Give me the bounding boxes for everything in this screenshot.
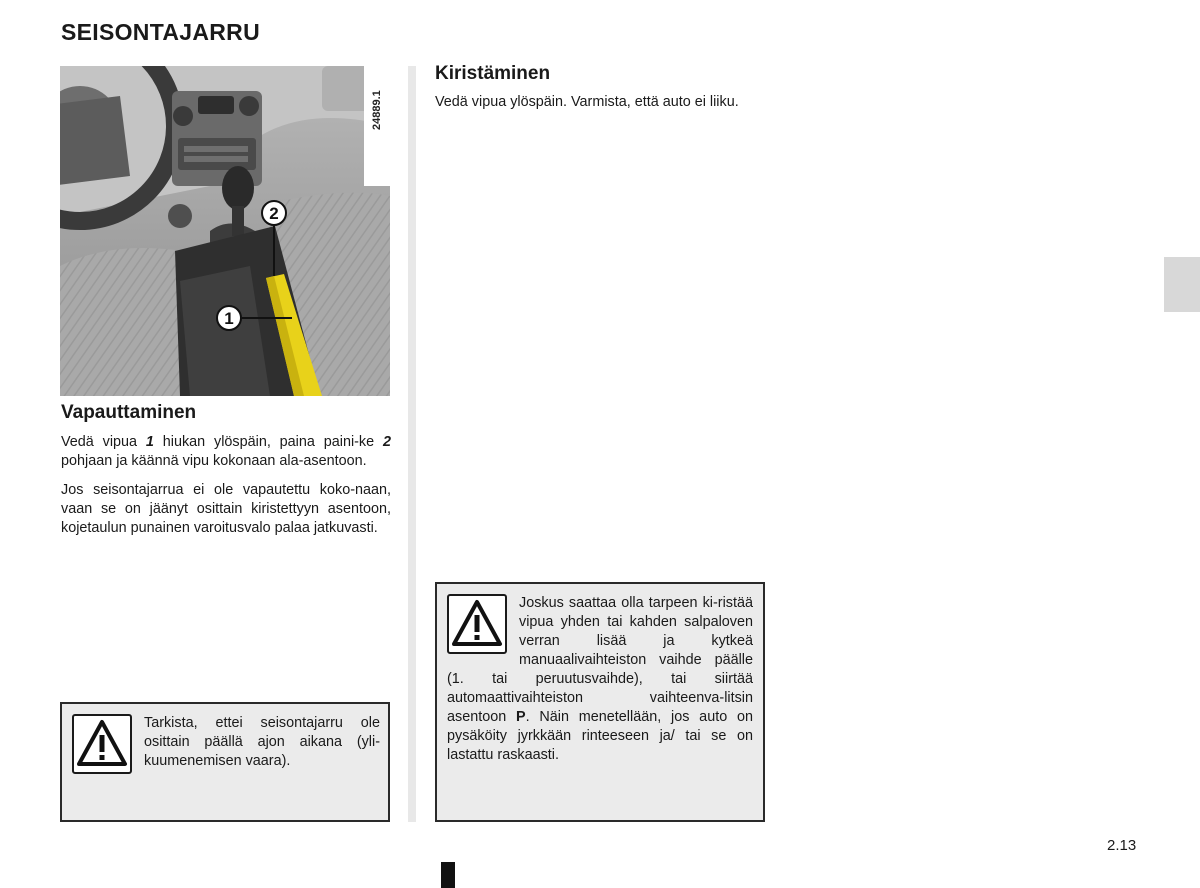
column-divider	[408, 66, 416, 822]
gear-position-p: P	[516, 709, 526, 725]
button-number: 2	[382, 434, 391, 450]
warning-text-overheating: Tarkista, ettei seisontajarru ole osittain päällä ajon aikana (yli-kuumenemisen vaara).	[144, 715, 380, 769]
page-title: SEISONTAJARRU	[61, 19, 260, 45]
callout-1: 1	[224, 309, 234, 328]
text-run: Vedä vipua	[61, 434, 146, 450]
handbrake-illustration	[60, 66, 390, 396]
tighten-section	[435, 63, 765, 112]
release-heading: Vapauttaminen	[61, 402, 197, 423]
release-paragraph-2: Jos seisontajarrua ei ole vapautettu koko-naan, vaan se on jäänyt osittain kiristettyyn asentoon, kojetaulun punainen varoitusvalo palaa jatkuvasti.	[61, 482, 391, 536]
warning-box-steep-slope	[435, 582, 765, 822]
lever-number: 1	[145, 434, 154, 450]
figure-code	[364, 72, 388, 132]
warning-triangle-icon	[72, 714, 132, 774]
figure-code-text: 24889.1	[371, 90, 383, 130]
warning-box-overheating	[60, 702, 390, 822]
page-number: 2.13	[1107, 837, 1137, 854]
tighten-heading: Kiristäminen	[435, 63, 551, 84]
text-run: hiukan ylöspäin, paina paini-ke	[153, 434, 383, 450]
release-paragraph-1	[61, 433, 391, 471]
text-run: . Näin menetellään, jos auto on pysäköity jyrkkään rinteeseen ja/ tai se on lastattu raskaasti.	[447, 709, 753, 763]
release-section	[61, 402, 391, 548]
warning-text-steep-slope	[447, 594, 753, 765]
tighten-paragraph: Vedä vipua ylöspäin. Varmista, että auto ei liiku.	[435, 94, 739, 110]
callout-2: 2	[269, 204, 279, 223]
text-run: pohjaan ja käännä vipu kokonaan ala-asentoon.	[61, 453, 367, 469]
crop-mark	[441, 862, 455, 888]
chapter-tab	[1164, 257, 1200, 312]
text-run: Joskus saattaa olla tarpeen ki-ristää vipua yhden tai kahden salpaloven verran lisää ja kytkeä manuaalivaihteiston vaihde päälle (1. tai peruutusvaihde), tai siirtää automaattivaihteiston vaihteenva-litsin asentoon	[447, 595, 753, 725]
